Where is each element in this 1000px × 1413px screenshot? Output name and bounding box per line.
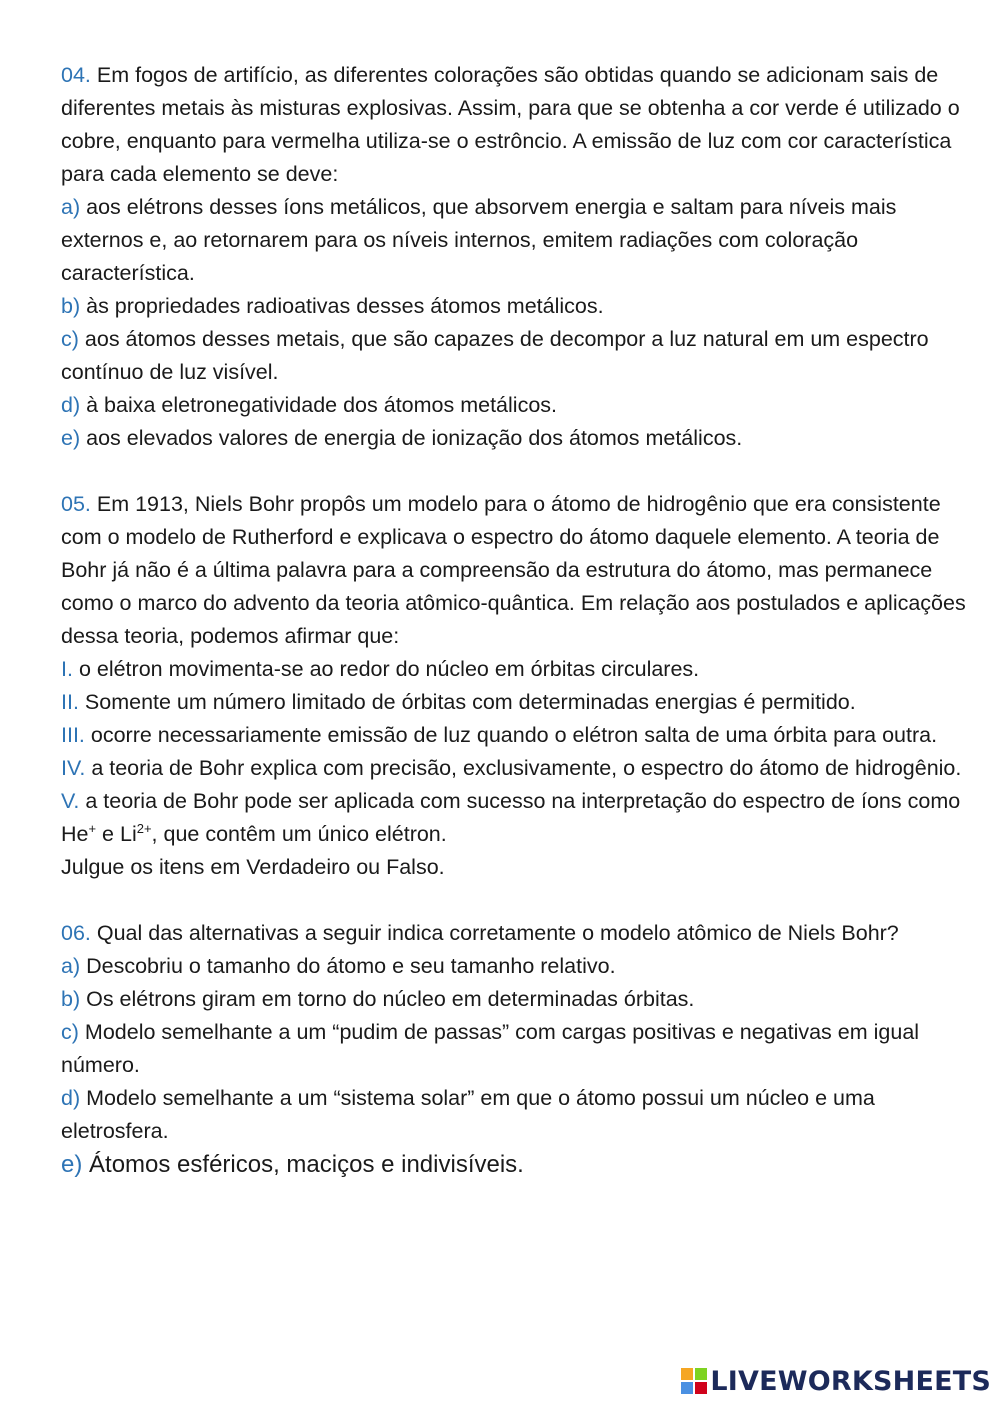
instruction: Julgue os itens em Verdadeiro ou Falso.	[61, 855, 445, 879]
question-04	[61, 59, 973, 455]
worksheet-page	[61, 59, 973, 1181]
option-b[interactable]: b) às propriedades radioativas desses átomos metálicos.	[61, 294, 604, 318]
question-number: 05.	[61, 492, 91, 516]
option-c[interactable]: c) Modelo semelhante a um “pudim de passas” com cargas positivas e negativas em igual número.	[61, 1020, 920, 1077]
spacer	[61, 884, 973, 917]
item-iii: III. ocorre necessariamente emissão de luz quando o elétron salta de uma órbita para outra.	[61, 723, 938, 747]
logo-text: LIVEWORKSHEETS	[710, 1365, 991, 1397]
option-e[interactable]: e) aos elevados valores de energia de ionização dos átomos metálicos.	[61, 426, 743, 450]
question-number: 04.	[61, 63, 91, 87]
liveworksheets-logo	[681, 1364, 991, 1398]
item-i: I. o elétron movimenta-se ao redor do núcleo em órbitas circulares.	[61, 657, 700, 681]
option-c[interactable]: c) aos átomos desses metais, que são capazes de decompor a luz natural em um espectro contínuo de luz visível.	[61, 327, 929, 384]
option-d[interactable]: d) Modelo semelhante a um “sistema solar” em que o átomo possui um núcleo e uma eletrosfera.	[61, 1086, 875, 1143]
question-05	[61, 488, 973, 884]
option-b[interactable]: b) Os elétrons giram em torno do núcleo em determinadas órbitas.	[61, 987, 695, 1011]
item-ii: II. Somente um número limitado de órbitas com determinadas energias é permitido.	[61, 690, 856, 714]
option-e[interactable]: e) Átomos esféricos, maciços e indivisíveis.	[61, 1151, 524, 1178]
question-stem: 05. Em 1913, Niels Bohr propôs um modelo para o átomo de hidrogênio que era consistente com o modelo de Rutherford e explicava o espectro do átomo daquele elemento. A teoria de Bohr já não é a última palavra para a compreensão da estrutura do átomo, mas permanece como o marco do advento da teoria atômico-quântica. Em relação aos postulados e aplicações dessa teoria, podemos afirmar que:	[61, 492, 966, 648]
logo-icon	[681, 1368, 707, 1394]
question-stem: 04. Em fogos de artifício, as diferentes colorações são obtidas quando se adicionam sais de diferentes metais às misturas explosivas. Assim, para que se obtenha a cor verde é utilizado o cobre, enquanto para vermelha utiliza-se o estrôncio. A emissão de luz com cor característica para cada elemento se deve:	[61, 63, 960, 186]
item-v: V. a teoria de Bohr pode ser aplicada com sucesso na interpretação do espectro de íons como He+ e $Li^{2+}$, que contêm um único elétron.	[61, 789, 961, 846]
spacer	[61, 455, 973, 488]
question-06	[61, 917, 973, 1181]
item-iv: IV. a teoria de Bohr explica com precisão, exclusivamente, o espectro do átomo de hidrogênio.	[61, 756, 962, 780]
option-a[interactable]: a) aos elétrons desses íons metálicos, que absorvem energia e saltam para níveis mais externos e, ao retornarem para os níveis internos, emitem radiações com coloração característica.	[61, 195, 897, 285]
option-d[interactable]: d) à baixa eletronegatividade dos átomos metálicos.	[61, 393, 557, 417]
option-a[interactable]: a) Descobriu o tamanho do átomo e seu tamanho relativo.	[61, 954, 616, 978]
question-stem: 06. Qual das alternativas a seguir indica corretamente o modelo atômico de Niels Bohr?	[61, 921, 899, 945]
question-number: 06.	[61, 921, 91, 945]
